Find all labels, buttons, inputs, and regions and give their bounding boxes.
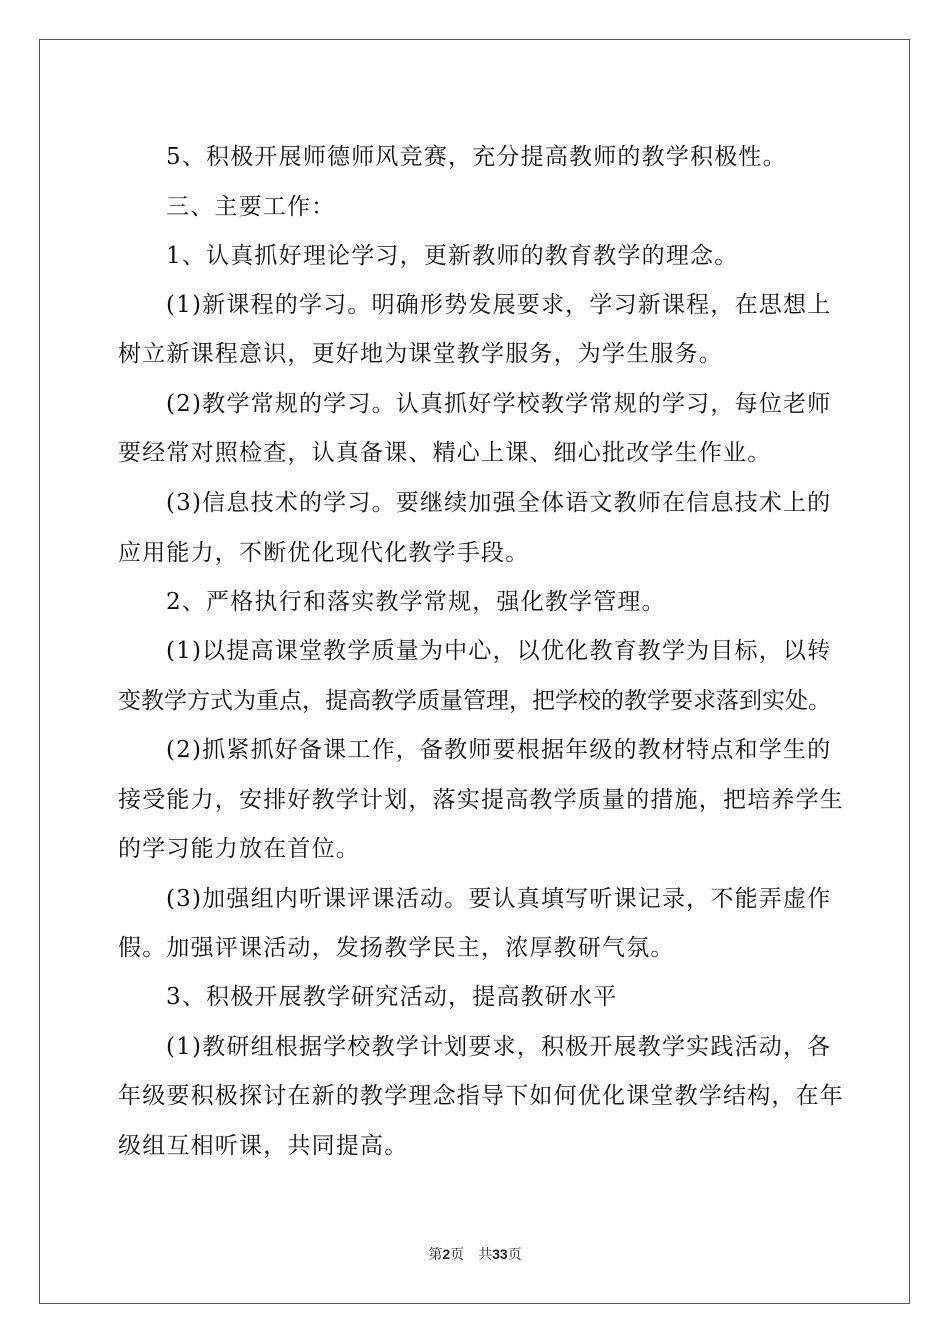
subsection-heading: 2、严格执行和落实教学常规，强化教学管理。 [166, 589, 666, 615]
page-middle-text: 页 共 [450, 1247, 493, 1263]
paragraph-line: 的学习能力放在首位。 [118, 836, 360, 862]
paragraph-line: 5、积极开展师德师风竞赛，充分提高教师的教学积极性。 [166, 144, 787, 170]
paragraph-line: 变教学方式为重点，提高教学质量管理，把学校的教学要求落到实处。 [118, 688, 831, 714]
subsection-heading: 1、认真抓好理论学习，更新教师的教育教学的理念。 [166, 243, 739, 269]
paragraph-line: 假。加强评课活动，发扬教学民主，浓厚教研气氛。 [118, 935, 675, 961]
page-border [39, 39, 910, 1304]
paragraph-line: (1)教研组根据学校教学计划要求，积极开展教学实践活动，各 [166, 1034, 832, 1060]
paragraph-line: 级组互相听课，共同提高。 [118, 1133, 409, 1159]
paragraph-line: (1)新课程的学习。明确形势发展要求，学习新课程，在思想上 [166, 292, 832, 318]
section-heading: 三、主要工作： [166, 194, 336, 220]
total-pages-number: 33 [492, 1246, 508, 1262]
paragraph-line: (3)信息技术的学习。要继续加强全体语文教师在信息技术上的 [166, 490, 832, 516]
paragraph-line: (2)抓紧抓好备课工作，备教师要根据年级的教材特点和学生的 [166, 737, 832, 763]
current-page-number: 2 [442, 1246, 451, 1262]
paragraph-line: 应用能力，不断优化现代化教学手段。 [118, 540, 530, 566]
paragraph-line: 树立新课程意识，更好地为课堂教学服务，为学生服务。 [118, 341, 723, 367]
paragraph-line: (3)加强组内听课评课活动。要认真填写听课记录，不能弄虚作 [166, 886, 832, 912]
paragraph-line: 年级要积极探讨在新的教学理念指导下如何优化课堂教学结构，在年 [118, 1083, 844, 1109]
page-prefix: 第 [428, 1247, 443, 1263]
paragraph-line: (2)教学常规的学习。认真抓好学校教学常规的学习，每位老师 [166, 391, 832, 417]
paragraph-line: 接受能力，安排好教学计划，落实提高教学质量的措施，把培养学生 [118, 787, 844, 813]
page-footer [0, 1244, 950, 1264]
page-suffix: 页 [507, 1247, 522, 1263]
paragraph-line: 要经常对照检查，认真备课、精心上课、细心批改学生作业。 [118, 440, 772, 466]
paragraph-line: (1)以提高课堂教学质量为中心，以优化教育教学为目标，以转 [166, 638, 832, 664]
subsection-heading: 3、积极开展教学研究活动，提高教研水平 [166, 984, 618, 1010]
